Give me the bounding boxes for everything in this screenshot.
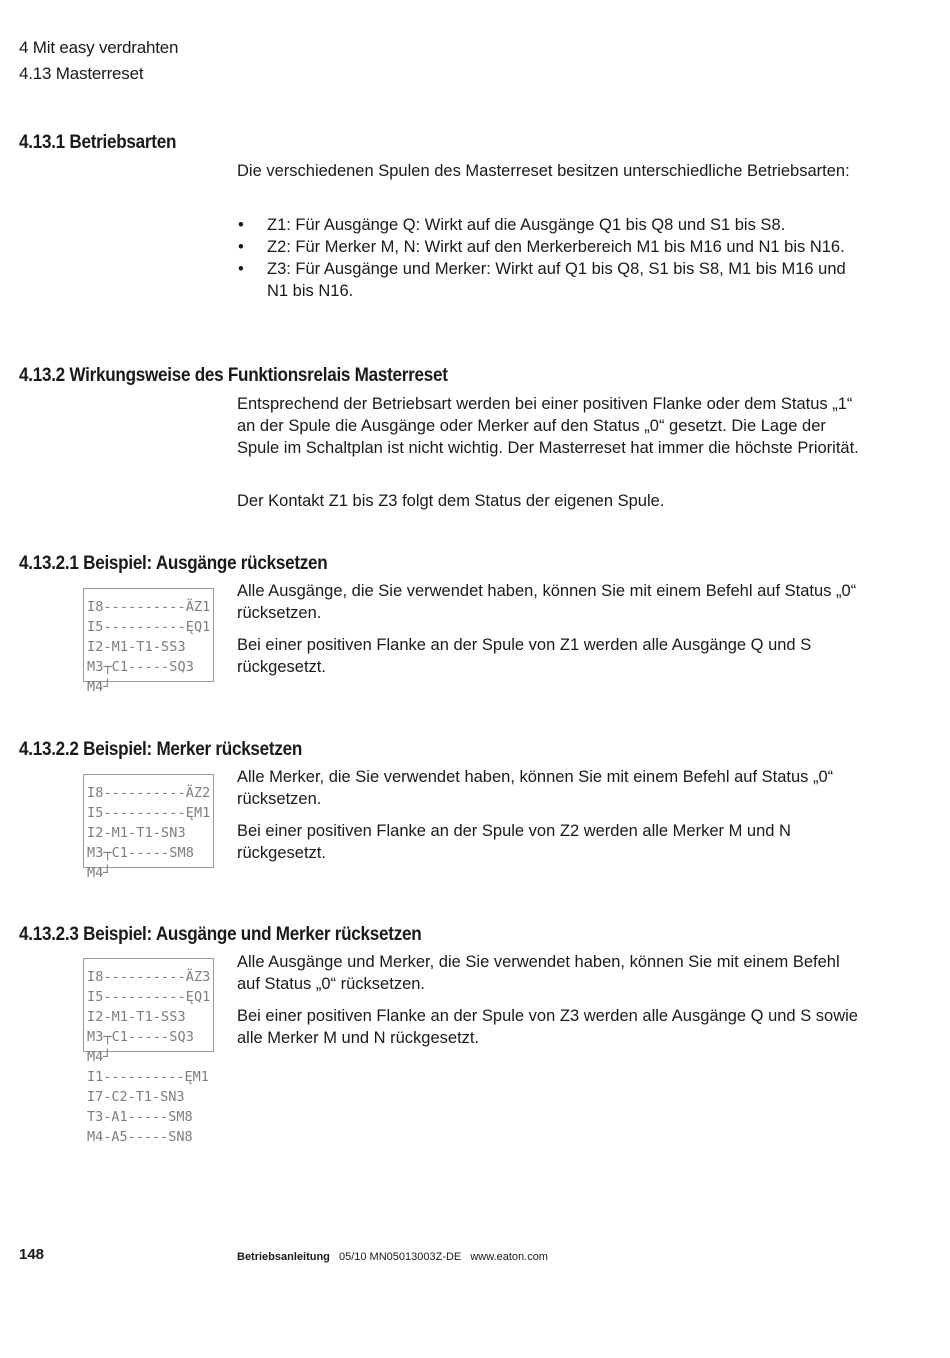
betriebsarten-list — [237, 214, 867, 302]
diagram-line: I8----------ÄZ3 — [87, 969, 211, 985]
footer-doc-title: Betriebsanleitung — [237, 1251, 330, 1263]
example1-paragraph-2: Bei einer positiven Flanke an der Spule von Z1 werden alle Ausgänge Q und S rückgesetzt. — [237, 636, 812, 676]
circuit-diagram-display-1 — [83, 588, 214, 682]
diagram-line: I2-M1-T1-SN3 — [87, 825, 186, 841]
example-title-ausgaenge-und-merker: 4.13.2.3 Beispiel: Ausgänge und Merker rücksetzen — [19, 924, 422, 945]
example2-paragraph-1: Alle Merker, die Sie verwendet haben, können Sie mit einem Befehl auf Status „0“ rücksetzen. — [237, 768, 834, 808]
wirkungsweise-paragraph-2: Der Kontakt Z1 bis Z3 folgt dem Status der eigenen Spule. — [237, 492, 665, 510]
betriebsarten-intro: Die verschiedenen Spulen des Masterreset besitzen unterschiedliche Betriebsarten: — [237, 162, 850, 180]
diagram-line: M4┘ — [87, 679, 112, 695]
example1-paragraph-1: Alle Ausgänge, die Sie verwendet haben, können Sie mit einem Befehl auf Status „0“ rücksetzen. — [237, 582, 857, 622]
circuit-diagram-display-3 — [83, 958, 214, 1052]
section-heading: 4.13 Masterreset — [19, 64, 144, 83]
example2-paragraph-2: Bei einer positiven Flanke an der Spule von Z2 werden alle Merker M und N rückgesetzt. — [237, 822, 791, 862]
diagram-line: I8----------ÄZ1 — [87, 599, 211, 615]
page-number: 148 — [19, 1246, 45, 1263]
diagram-line: I1----------ĘM1 — [87, 1069, 209, 1085]
diagram-line: M3┬C1-----SQ3 — [87, 659, 194, 675]
wirkungsweise-paragraph-1: Entsprechend der Betriebsart werden bei einer positiven Flanke oder dem Status „1“ an der Spule die Ausgänge oder Merker auf den Status „0“ gesetzt. Die Lage der Spule im Schaltplan ist nicht wichtig. Der Masterreset hat immer die höchste Priorität. — [237, 395, 859, 457]
bullet-z3: • Z3: Für Ausgänge und Merker: Wirkt auf Q1 bis Q8, S1 bis S8, M1 bis M16 und N1 bis N16. — [237, 258, 867, 302]
footer-info — [237, 1251, 548, 1263]
diagram-line: I5----------ĘQ1 — [87, 619, 211, 635]
bullet-z2: • Z2: Für Merker M, N: Wirkt auf den Merkerbereich M1 bis M16 und N1 bis N16. — [237, 236, 867, 258]
diagram-line: M4┘ — [87, 1049, 112, 1065]
footer-doc-code: 05/10 MN05013003Z-DE — [338, 1251, 462, 1263]
diagram-line: I5----------ĘQ1 — [87, 989, 211, 1005]
diagram-line: T3-A1-----SM8 — [87, 1109, 193, 1125]
example-title-ausgaenge: 4.13.2.1 Beispiel: Ausgänge rücksetzen — [19, 553, 328, 574]
diagram-line: I8----------ÄZ2 — [87, 785, 211, 801]
section-title-wirkungsweise: 4.13.2 Wirkungsweise des Funktionsrelais Masterreset — [19, 365, 448, 386]
diagram-line: I2-M1-T1-SS3 — [87, 639, 186, 655]
diagram-line: I5----------ĘM1 — [87, 805, 211, 821]
example-title-merker: 4.13.2.2 Beispiel: Merker rücksetzen — [19, 739, 303, 760]
footer-url: www.eaton.com — [470, 1251, 548, 1263]
example3-paragraph-2: Bei einer positiven Flanke an der Spule von Z3 werden alle Ausgänge Q und S sowie alle Merker M und N rückgesetzt. — [237, 1007, 858, 1047]
circuit-diagram-display-2 — [83, 774, 214, 868]
diagram-line: I2-M1-T1-SS3 — [87, 1009, 186, 1025]
diagram-line: M4-A5-----SN8 — [87, 1129, 193, 1145]
diagram-line: M4┘ — [87, 865, 112, 881]
bullet-z1: • Z1: Für Ausgänge Q: Wirkt auf die Ausgänge Q1 bis Q8 und S1 bis S8. — [237, 214, 867, 236]
chapter-heading: 4 Mit easy verdrahten — [19, 38, 179, 57]
diagram-line: M3┬C1-----SQ3 — [87, 1029, 194, 1045]
section-title-betriebsarten: 4.13.1 Betriebsarten — [19, 132, 177, 153]
diagram-line: I7-C2-T1-SN3 — [87, 1089, 185, 1105]
diagram-line: M3┬C1-----SM8 — [87, 845, 194, 861]
example3-paragraph-1: Alle Ausgänge und Merker, die Sie verwendet haben, können Sie mit einem Befehl auf Status „0“ rücksetzen. — [237, 953, 840, 993]
